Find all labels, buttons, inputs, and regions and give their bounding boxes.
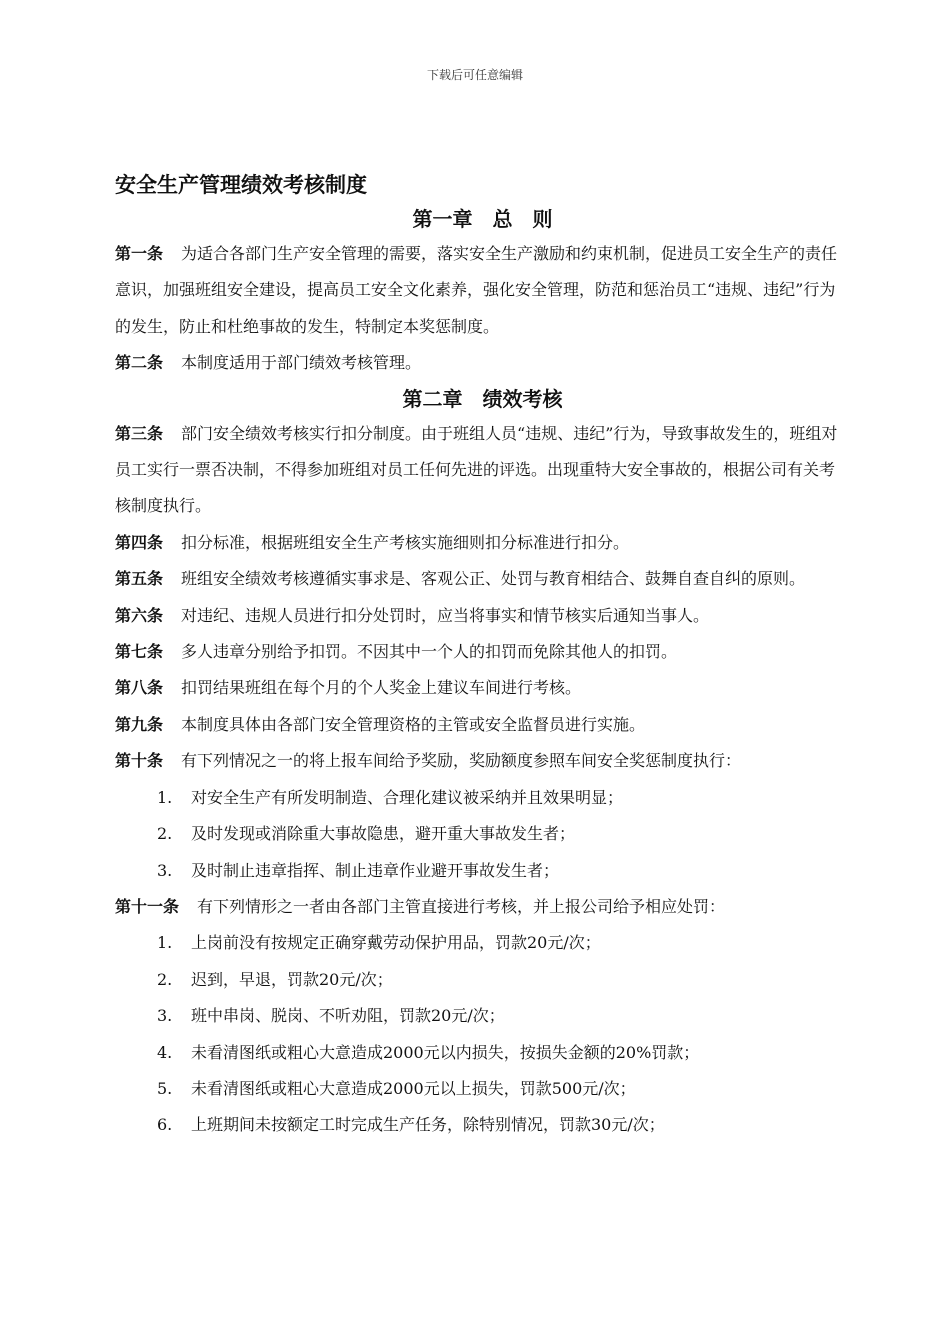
article-2 xyxy=(115,345,850,381)
list-text: 未看清图纸或粗心大意造成2000元以内损失，按损失金额的20%罚款； xyxy=(191,1042,700,1062)
article-label: 第二条 xyxy=(115,353,164,373)
list-number: 2. xyxy=(157,969,173,989)
list-item xyxy=(157,1035,850,1071)
list-item xyxy=(157,1071,850,1107)
article-text: 为适合各部门生产安全管理的需要，落实安全生产激励和约束机制，促进员工安全生产的责任意识，加强班组安全建设，提高员工安全文化素养，强化安全管理，防范和惩治员工“违规、违纪”行为的发生，防止和杜绝事故的发生，特制定本奖惩制度。 xyxy=(115,244,838,336)
article-7 xyxy=(115,634,850,670)
article-3 xyxy=(115,416,850,525)
list-item xyxy=(157,962,850,998)
penalty-list xyxy=(115,925,850,1143)
list-text: 及时发现或消除重大事故隐患，避开重大事故发生者； xyxy=(191,824,576,844)
article-4 xyxy=(115,525,850,561)
list-number: 4. xyxy=(157,1042,173,1062)
article-6 xyxy=(115,598,850,634)
list-item xyxy=(157,780,850,816)
article-1 xyxy=(115,236,850,345)
page-header: 下载后可任意编辑 xyxy=(426,68,523,82)
list-number: 2. xyxy=(157,824,173,844)
list-text: 上岗前没有按规定正确穿戴劳动保护用品，罚款20元/次； xyxy=(191,933,601,953)
list-item xyxy=(157,853,850,889)
document-title: 安全生产管理绩效考核制度 xyxy=(115,173,367,197)
list-text: 迟到，早退，罚款20元/次； xyxy=(191,969,393,989)
chapter-heading: 第一章 总 则 xyxy=(412,207,553,231)
list-number: 1. xyxy=(157,933,173,953)
article-label: 第一条 xyxy=(115,244,164,263)
article-text: 部门安全绩效考核实行扣分制度。由于班组人员“违规、违纪”行为，导致事故发生的，班组对员工实行一票否决制，不得参加班组对员工任何先进的评选。出现重特大安全事故的，根据公司有关考核制度执行。 xyxy=(115,423,838,516)
article-label: 第三条 xyxy=(115,423,164,443)
list-number: 3. xyxy=(157,860,173,880)
article-text: 班组安全绩效考核遵循实事求是、客观公正、处罚与教育相结合、鼓舞自查自纠的原则。 xyxy=(181,569,806,589)
list-item xyxy=(157,925,850,961)
article-label: 第六条 xyxy=(115,605,164,625)
document-body xyxy=(115,168,850,1144)
reward-list xyxy=(115,780,850,889)
list-item xyxy=(157,1107,850,1143)
article-label: 第四条 xyxy=(115,532,164,552)
list-number: 3. xyxy=(157,1006,173,1026)
list-item xyxy=(157,998,850,1034)
article-text: 本制度适用于部门绩效考核管理。 xyxy=(181,353,422,373)
article-text: 扣罚结果班组在每个月的个人奖金上建议车间进行考核。 xyxy=(181,678,582,698)
list-text: 对安全生产有所发明制造、合理化建议被采纳并且效果明显； xyxy=(191,787,624,807)
article-label: 第十条 xyxy=(115,751,164,771)
article-label: 第五条 xyxy=(115,569,164,589)
article-11 xyxy=(115,889,850,925)
list-text: 班中串岗、脱岗、不听劝阻，罚款20元/次； xyxy=(191,1006,505,1026)
list-text: 上班期间未按额定工时完成生产任务，除特别情况，罚款30元/次； xyxy=(191,1115,665,1135)
article-8 xyxy=(115,670,850,706)
article-text: 有下列情形之一者由各部门主管直接进行考核，并上报公司给予相应处罚： xyxy=(197,896,726,916)
article-label: 第七条 xyxy=(115,642,164,662)
list-text: 未看清图纸或粗心大意造成2000元以上损失，罚款500元/次； xyxy=(191,1078,636,1098)
chapter-heading: 第二章 绩效考核 xyxy=(402,386,563,411)
article-9 xyxy=(115,707,850,743)
list-text: 及时制止违章指挥、制止违章作业避开事故发生者； xyxy=(191,860,560,880)
article-text: 对违纪、违规人员进行扣分处罚时，应当将事实和情节核实后通知当事人。 xyxy=(181,605,710,625)
article-text: 有下列情况之一的将上报车间给予奖励，奖励额度参照车间安全奖惩制度执行： xyxy=(181,751,742,771)
article-5 xyxy=(115,561,850,597)
article-text: 扣分标准，根据班组安全生产考核实施细则扣分标准进行扣分。 xyxy=(181,532,630,552)
article-label: 第八条 xyxy=(115,678,164,698)
list-number: 6. xyxy=(157,1115,173,1135)
list-number: 1. xyxy=(157,787,173,807)
article-label: 第九条 xyxy=(115,714,164,734)
article-text: 多人违章分别给予扣罚。不因其中一个人的扣罚而免除其他人的扣罚。 xyxy=(181,642,678,662)
list-number: 5. xyxy=(157,1078,173,1098)
article-10 xyxy=(115,743,850,779)
article-label: 第十一条 xyxy=(115,896,180,916)
article-text: 本制度具体由各部门安全管理资格的主管或安全监督员进行实施。 xyxy=(181,714,646,734)
list-item xyxy=(157,816,850,852)
